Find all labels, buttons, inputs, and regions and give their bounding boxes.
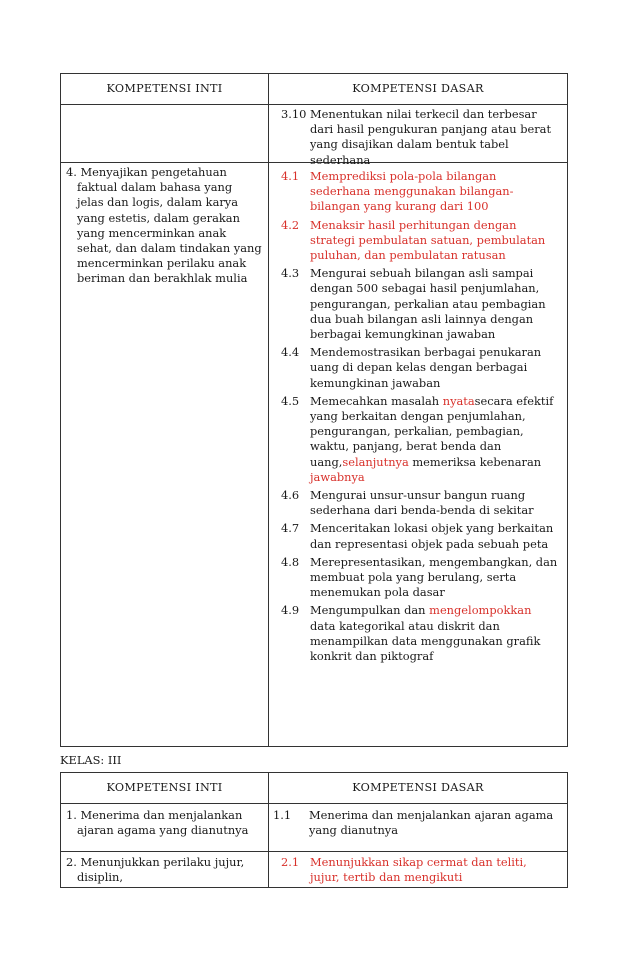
kd-number: 4.6 — [281, 488, 300, 503]
header-kompetensi-inti: KOMPETENSI INTI — [61, 773, 269, 803]
kd-cell — [269, 163, 567, 746]
header-kompetensi-dasar: KOMPETENSI DASAR — [352, 82, 484, 95]
kd-number: 3.10 — [281, 107, 307, 121]
kd-text-part: secara efektif yang berkaitan dengan penjumlahan, pengurangan, perkalian, pembagian, waktu, panjang, berat benda dan uang, — [310, 393, 554, 469]
kd-item — [281, 488, 559, 518]
kd-number: 1.1 — [273, 808, 292, 822]
kd-text: Menceritakan lokasi objek yang berkaitan dan representasi objek pada sebuah peta — [310, 521, 554, 551]
ki-text: 2. Menunjukkan perilaku jujur, disiplin, — [66, 855, 245, 885]
kd-cell — [269, 852, 567, 887]
kd-item — [281, 603, 559, 664]
kd-number: 4.5 — [281, 393, 300, 408]
kd-number: 4.4 — [281, 345, 300, 360]
header-kompetensi-dasar: KOMPETENSI DASAR — [352, 781, 484, 794]
kd-item — [281, 218, 559, 264]
kd-item — [281, 266, 559, 342]
kd-item — [281, 345, 559, 391]
kd-text: Menerima dan menjalankan ajaran agama yang dianutnya — [309, 808, 554, 838]
kd-number: 4.3 — [281, 266, 300, 281]
kd-text-part: Mengumpulkan dan — [310, 603, 430, 618]
kd-text-part: memeriksa kebenaran — [408, 454, 542, 469]
ki-cell-empty — [61, 105, 269, 162]
ki-cell — [61, 163, 269, 746]
kd-item — [281, 521, 559, 551]
kd-item — [281, 555, 559, 601]
kd-number: 2.1 — [281, 855, 300, 869]
ki-cell — [61, 804, 269, 851]
kd-number: 4.1 — [281, 169, 300, 183]
ki-cell — [61, 852, 269, 887]
kd-text: Mengurai unsur-unsur bangun ruang sederhana dari benda-benda di sekitar — [310, 488, 534, 518]
kd-text-highlight: nyata — [442, 393, 475, 408]
kd-number: 4.9 — [281, 603, 300, 618]
kd-item — [281, 169, 559, 215]
kd-text-part: Memecahkan masalah — [310, 393, 443, 408]
kd-text-highlight: jawabnya — [310, 469, 365, 484]
table-header-row — [61, 74, 567, 104]
ki-text: 1. Menerima dan menjalankan ajaran agama yang dianutnya — [66, 808, 249, 838]
kompetensi-table-2 — [60, 772, 568, 888]
kd-number: 4.2 — [281, 217, 300, 232]
kd-text-part: data kategorikal atau diskrit dan menampilkan data menggunakan grafik konkrit dan piktograf — [310, 618, 541, 664]
kd-text-highlight: mengelompokkan — [429, 603, 532, 618]
kd-text: Menunjukkan sikap cermat dan teliti, jujur, tertib dan mengikuti — [310, 855, 527, 885]
kd-cell — [269, 105, 567, 167]
kd-item — [281, 107, 559, 168]
kd-text: Mengurai sebuah bilangan asli sampai dengan 500 sebagai hasil penjumlahan, pengurangan, perkalian atau pembagian dua buah bilangan asli lainnya dengan berbagai kemungkinan jawaban — [310, 266, 546, 342]
kd-text: Menentukan nilai terkecil dan terbesar dari hasil pengukuran panjang atau berat yang disajikan dalam bentuk tabel sederhana — [310, 107, 552, 167]
table-row — [61, 803, 567, 851]
kompetensi-table-1 — [60, 73, 568, 747]
table-header-row — [61, 773, 567, 803]
kd-text — [310, 394, 559, 485]
kd-text — [310, 603, 559, 664]
kd-text: Menaksir hasil perhitungan dengan strategi pembulatan satuan, pembulatan puluhan, dan pembulatan ratusan — [310, 217, 546, 263]
kd-text: Mendemostrasikan berbagai penukaran uang di depan kelas dengan berbagai kemungkinan jawaban — [310, 345, 542, 390]
table-row — [61, 104, 567, 167]
kd-text: Memprediksi pola-pola bilangan sederhana menggunakan bilangan- bilangan yang kurang dari 100 — [310, 169, 514, 214]
ki-text: 4. Menyajikan pengetahuan faktual dalam bahasa yang jelas dan logis, dalam karya yang estetis, dalam gerakan yang mencerminkan anak sehat, dan dalam tindakan yang mencerminkan perilaku anak beriman dan berakhlak mulia — [66, 165, 262, 286]
kd-cell — [269, 804, 567, 851]
header-kompetensi-inti: KOMPETENSI INTI — [61, 74, 269, 104]
kd-item — [273, 808, 559, 838]
kd-item — [281, 394, 559, 485]
kd-text-highlight: selanjutnya — [342, 454, 409, 469]
table-row — [61, 851, 567, 887]
kd-text: Merepresentasikan, mengembangkan, dan membuat pola yang berulang, serta menemukan pola dasar — [310, 554, 558, 600]
kd-number: 4.8 — [281, 554, 300, 569]
table-row — [61, 162, 567, 746]
kd-item — [281, 855, 559, 885]
kelas-label: KELAS: III — [60, 753, 122, 767]
kd-number: 4.7 — [281, 521, 300, 536]
